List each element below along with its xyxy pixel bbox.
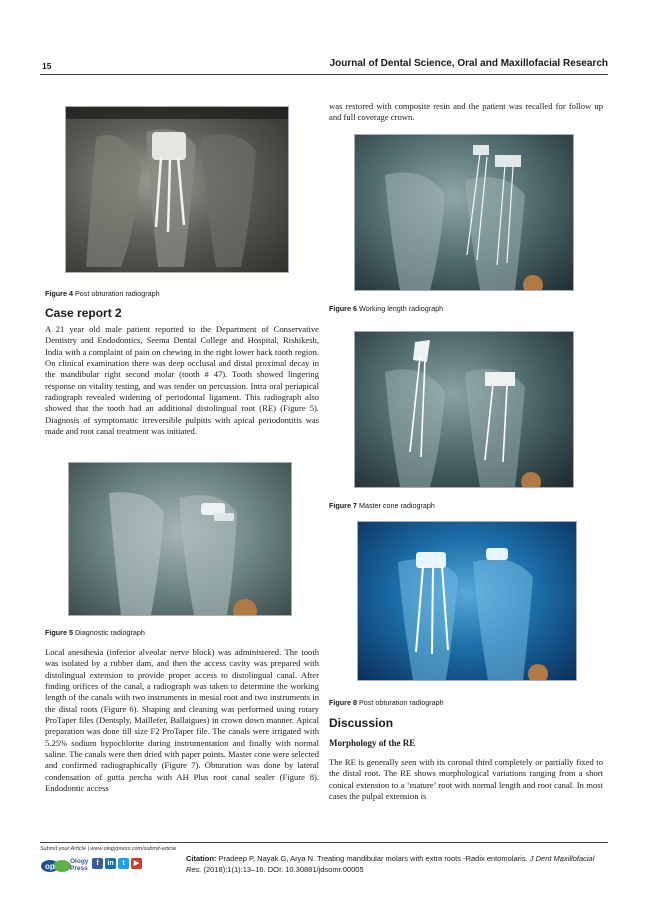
figure-4-radiograph — [66, 107, 288, 272]
ology-press-logo: op Ology Press — [40, 857, 180, 875]
svg-text:op: op — [45, 862, 55, 871]
figure-7-radiograph — [355, 332, 573, 487]
citation-tail: (2018);1(1):13–16. DOI: 10.30881/jdsomr.00005 — [203, 864, 364, 874]
case-report-heading: Case report 2 — [45, 306, 122, 320]
citation-label: Citation: — [186, 854, 217, 863]
figure-5-caption: Figure 5 Diagnostic radiograph — [45, 628, 145, 637]
footer-rule — [40, 842, 608, 843]
citation-authors: Pradeep P, Nayak G, Arya N. Treating mandibular molars with extra roots -Radix entomolaris. — [218, 854, 528, 863]
figure-7-caption: Figure 7 Master cone radiograph — [329, 501, 435, 510]
twitter-icon[interactable]: t — [118, 858, 129, 869]
page-number: 15 — [42, 61, 52, 71]
figure-8-caption: Figure 8 Post obturation radiograph — [329, 698, 444, 707]
facebook-icon[interactable]: f — [92, 858, 103, 869]
linkedin-icon[interactable]: in — [105, 858, 116, 869]
citation-journal: J Dent Maxillofacial Res. — [186, 854, 595, 874]
figure-6-radiograph — [355, 135, 573, 290]
figure-8-radiograph — [358, 522, 576, 680]
morphology-subheading: Morphology of the RE — [329, 738, 416, 748]
journal-title: Journal of Dental Science, Oral and Maxillofacial Research — [329, 58, 608, 69]
figure-5-radiograph — [69, 463, 291, 615]
submit-article-link[interactable]: Submit your Article | www.ologypress.com/submit-article — [40, 846, 177, 852]
header-rule — [40, 74, 608, 75]
figure-4-caption: Figure 4 Post obturation radiograph — [45, 289, 160, 298]
restoration-paragraph: was restored with composite resin and the patient was recalled for follow up and full coverage crown. — [329, 101, 603, 123]
youtube-icon[interactable]: ▶ — [131, 858, 142, 869]
case-report-paragraph-2: Local anesthesia (inferior alveolar nerve block) was administered. The tooth was isolated by a rubber dam, and then the access cavity was prepared with distolingual extension to provide proper access to distolingual canal. After finding orifices of the canal, a radiograph was taken to determine the working length of the canals with two instruments in mesial root and two instruments in the distal roots (Figure 6). Shaping and cleaning was performed using rotary ProTaper files (Dentsply, Maillefer, Ballaigues) in crown down manner. Apical preparation was done till size F2 ProTaper file. The canals were irrigated with 5.25% sodium hypochlorite during instrumentation and finally with normal saline. The canals were then dried with paper points. Master cone were selected and confirmed radiographically (Figure 7). Obturation was done by lateral condensation of gutta percha with AH Plus root canal sealer (Figure 8). Endodontic access — [45, 647, 319, 794]
discussion-paragraph: The RE is generally seen with its coronal third completely or partially fixed to the distal root. The RE shows morphological variations ranging from a short conical extension to a ‘mature’ root with normal length and root canal. In most cases the pulpal extension is — [329, 757, 603, 802]
case-report-paragraph-1: A 21 year old male patient reported to the Department of Conservative Dentistry and Endodontics, Seema Dental College and Hospital, Rishikesh, India with a complaint of pain on chewing in the right lower back tooth region. On clinical examination there was deep occlusal and distal proximal decay in the mandibular right second molar (tooth # 47). Tooth showed lingering response on vitality testing, and was tender on percussion. Intra oral periapical radiograph revealed widening of periodontal ligament. This radiograph also showed that the tooth had an additional distolingual root (RE) (Figure 5). Diagnosis of symptomatic irreversible pulpitis with apical periodontitis was made and root canal treatment was initiated. — [45, 324, 319, 437]
discussion-heading: Discussion — [329, 716, 394, 730]
figure-6-caption: Figure 6 Working length radiograph — [329, 304, 444, 313]
citation — [186, 854, 610, 875]
